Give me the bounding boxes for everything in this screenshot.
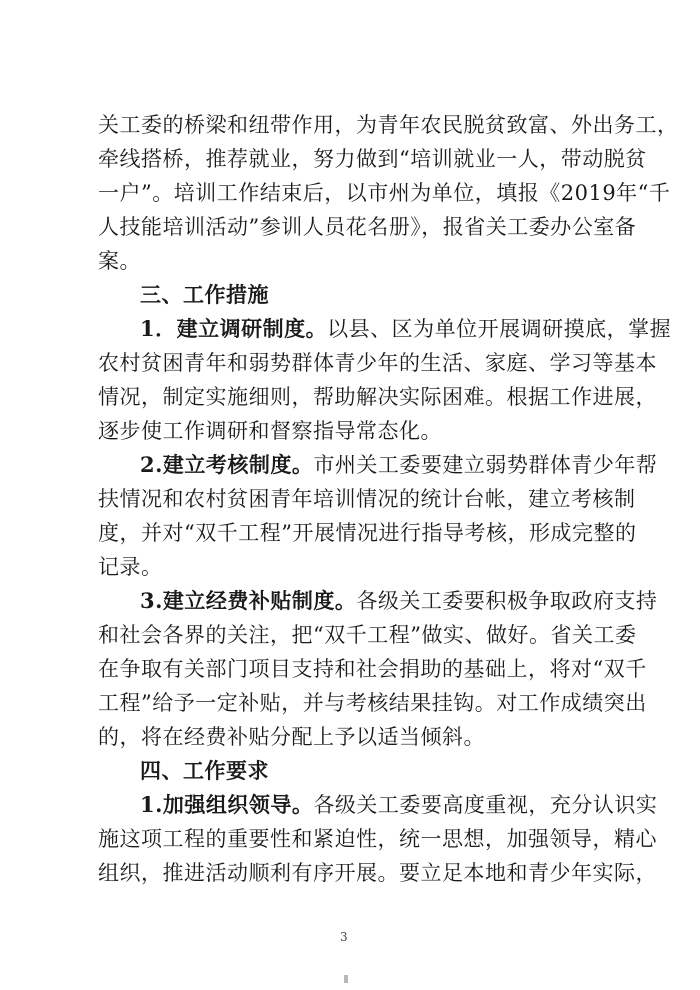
paragraph-line: 农村贫困青年和弱势群体青少年的生活、家庭、学习等基本 bbox=[98, 351, 657, 375]
item-title: 3.建立经费补贴制度。 bbox=[140, 588, 357, 613]
scan-artifact bbox=[344, 975, 348, 983]
item-title: 2.建立考核制度。 bbox=[140, 452, 314, 477]
section-heading: 三、工作措施 bbox=[140, 283, 269, 307]
paragraph-line: 人技能培训活动”参训人员花名册》，报省关工委办公室备 bbox=[98, 215, 637, 239]
page-number: 3 bbox=[340, 930, 348, 944]
paragraph-line: 案。 bbox=[98, 249, 141, 273]
paragraph-line bbox=[140, 450, 657, 480]
paragraph-line: 关工委的桥梁和纽带作用，为青年农民脱贫致富、外出务工， bbox=[98, 113, 679, 137]
item-title: 1.加强组织领导。 bbox=[140, 792, 314, 817]
paragraph-line: 牵线搭桥，推荐就业，努力做到“培训就业一人，带动脱贫 bbox=[98, 147, 647, 171]
item-text: 各级关工委要积极争取政府支持 bbox=[356, 589, 658, 613]
paragraph-line: 工程”给予一定补贴，并与考核结果挂钩。对工作成绩突出 bbox=[98, 691, 647, 715]
paragraph-line: 扶情况和农村贫困青年培训情况的统计台帐，建立考核制 bbox=[98, 487, 636, 511]
item-text: 市州关工委要建立弱势群体青少年帮 bbox=[313, 453, 658, 477]
paragraph-line: 一户”。培训工作结束后，以市州为单位，填报《2019年“千 bbox=[98, 181, 671, 205]
paragraph-line: 情况，制定实施细则，帮助解决实际困难。根据工作进展， bbox=[98, 385, 657, 409]
paragraph-line bbox=[140, 314, 671, 344]
paragraph-line: 逐步使工作调研和督察指导常态化。 bbox=[98, 419, 442, 443]
item-text: 以县、区为单位开展调研摸底，掌握 bbox=[327, 317, 672, 341]
paragraph-line bbox=[140, 586, 657, 616]
paragraph-line bbox=[140, 790, 657, 820]
paragraph-line: 记录。 bbox=[98, 555, 163, 579]
paragraph-line: 施这项工程的重要性和紧迫性，统一思想，加强领导，精心 bbox=[98, 827, 657, 851]
paragraph-line: 的，将在经费补贴分配上予以适当倾斜。 bbox=[98, 725, 485, 749]
paragraph-line: 度，并对“双千工程”开展情况进行指导考核，形成完整的 bbox=[98, 521, 637, 545]
item-title: 1．建立调研制度。 bbox=[140, 316, 328, 341]
section-heading: 四、工作要求 bbox=[140, 759, 269, 783]
paragraph-line: 在争取有关部门项目支持和社会捐助的基础上，将对“双千 bbox=[98, 657, 647, 681]
item-text: 各级关工委要高度重视，充分认识实 bbox=[313, 793, 658, 817]
paragraph-line: 组织，推进活动顺利有序开展。要立足本地和青少年实际， bbox=[98, 861, 657, 885]
paragraph-line: 和社会各界的关注，把“双千工程”做实、做好。省关工委 bbox=[98, 623, 637, 647]
